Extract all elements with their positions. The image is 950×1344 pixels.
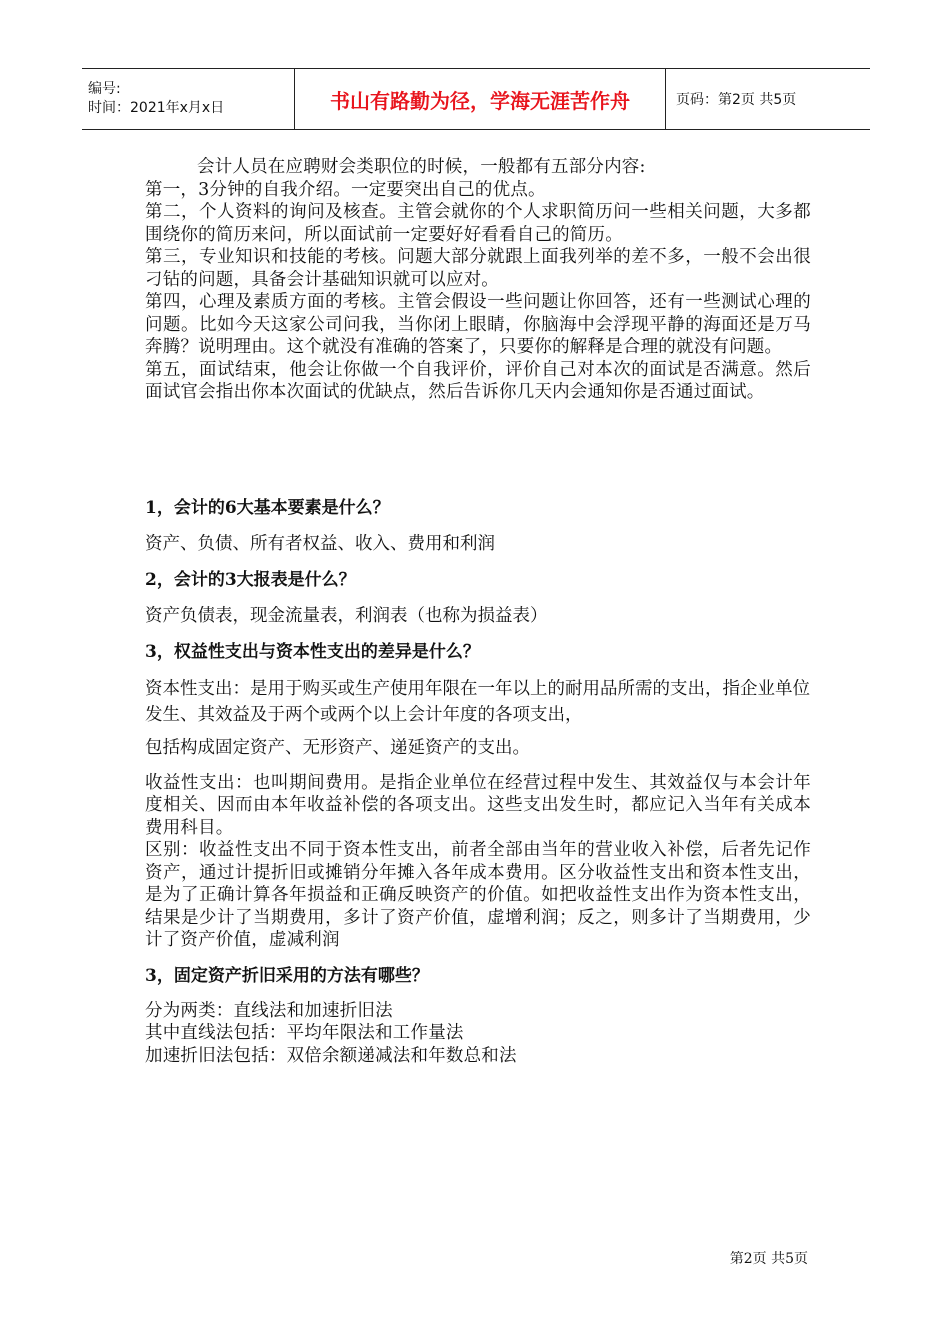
answer-3-capital-cont: 包括构成固定资产、无形资产、递延资产的支出。 — [145, 737, 530, 758]
page-header — [82, 68, 870, 130]
intro-paragraph: 第五，面试结束，他会让你做一个自我评价，评价自己对本次的面试是否满意。然后面试官会指出你本次面试的优缺点，然后告诉你几天内会通知你是否通过面试。 — [145, 359, 811, 402]
time-label: 时间：2021年x月x日 — [88, 100, 225, 116]
answer-4-line: 加速折旧法包括：双倍余额递减法和年数总和法 — [145, 1045, 517, 1066]
header-meta — [82, 69, 295, 129]
answer-1: 资产、负债、所有者权益、收入、费用和利润 — [145, 533, 495, 554]
answer-4-line: 分为两类：直线法和加速折旧法 — [145, 1000, 393, 1021]
answer-3-revenue: 收益性支出：也叫期间费用。是指企业单位在经营过程中发生、其效益仅与本会计年度相关、因而由本年收益补偿的各项支出。这些支出发生时，都应记入当年有关成本费用科目。 — [145, 772, 811, 838]
page-footer: 第2页 共5页 — [729, 1251, 808, 1267]
question-3: 3，权益性支出与资本性支出的差异是什么？ — [145, 641, 480, 662]
question-1: 1，会计的6大基本要素是什么？ — [145, 497, 390, 518]
header-page-info: 页码：第2页 共5页 — [676, 92, 797, 108]
answer-3-difference: 区别：收益性支出不同于资本性支出，前者全部由当年的营业收入补偿，后者先记作资产，通过计提折旧或摊销分年摊入各年成本费用。区分收益性支出和资本性支出，是为了正确计算各年损益和正确反映资产的价值。如把收益性支出作为资本性支出，结果是少计了当期费用，多计了资产价值，虚增利润；反之，则多计了当期费用，少计了资产价值，虚减利润 — [145, 840, 811, 950]
intro-paragraph: 第二，个人资料的询问及核查。主管会就你的个人求职简历问一些相关问题，大多都围绕你的简历来问，所以面试前一定要好好看看自己的简历。 — [145, 202, 811, 245]
intro-paragraph: 第三，专业知识和技能的考核。问题大部分就跟上面我列举的差不多，一般不会出很刁钻的问题，具备会计基础知识就可以应对。 — [145, 247, 811, 290]
answer-3-capital: 资本性支出：是用于购买或生产使用年限在一年以上的耐用品所需的支出，指企业单位发生、其效益及于两个或两个以上会计年度的各项支出， — [145, 678, 810, 725]
question-4: 3，固定资产折旧采用的方法有哪些？ — [145, 965, 429, 986]
document-body — [145, 156, 811, 1067]
header-motto: 书山有路勤为径，学海无涯苦作舟 — [295, 69, 666, 129]
number-label: 编号: — [88, 81, 121, 97]
answer-2: 资产负债表，现金流量表，利润表（也称为损益表） — [145, 605, 548, 626]
question-2: 2，会计的3大报表是什么？ — [145, 569, 356, 590]
intro-paragraph: 会计人员在应聘财会类职位的时候，一般都有五部分内容: — [197, 157, 646, 177]
answer-4-line: 其中直线法包括：平均年限法和工作量法 — [145, 1023, 464, 1043]
intro-paragraph: 第四，心理及素质方面的考核。主管会假设一些问题让你回答，还有一些测试心理的问题。比如今天这家公司问我，当你闭上眼睛，你脑海中会浮现平静的海面还是万马奔腾？说明理由。这个就没有准确的答案了，只要你的解释是合理的就没有问题。 — [145, 292, 811, 357]
intro-paragraph: 第一，3分钟的自我介绍。一定要突出自己的优点。 — [145, 179, 546, 200]
